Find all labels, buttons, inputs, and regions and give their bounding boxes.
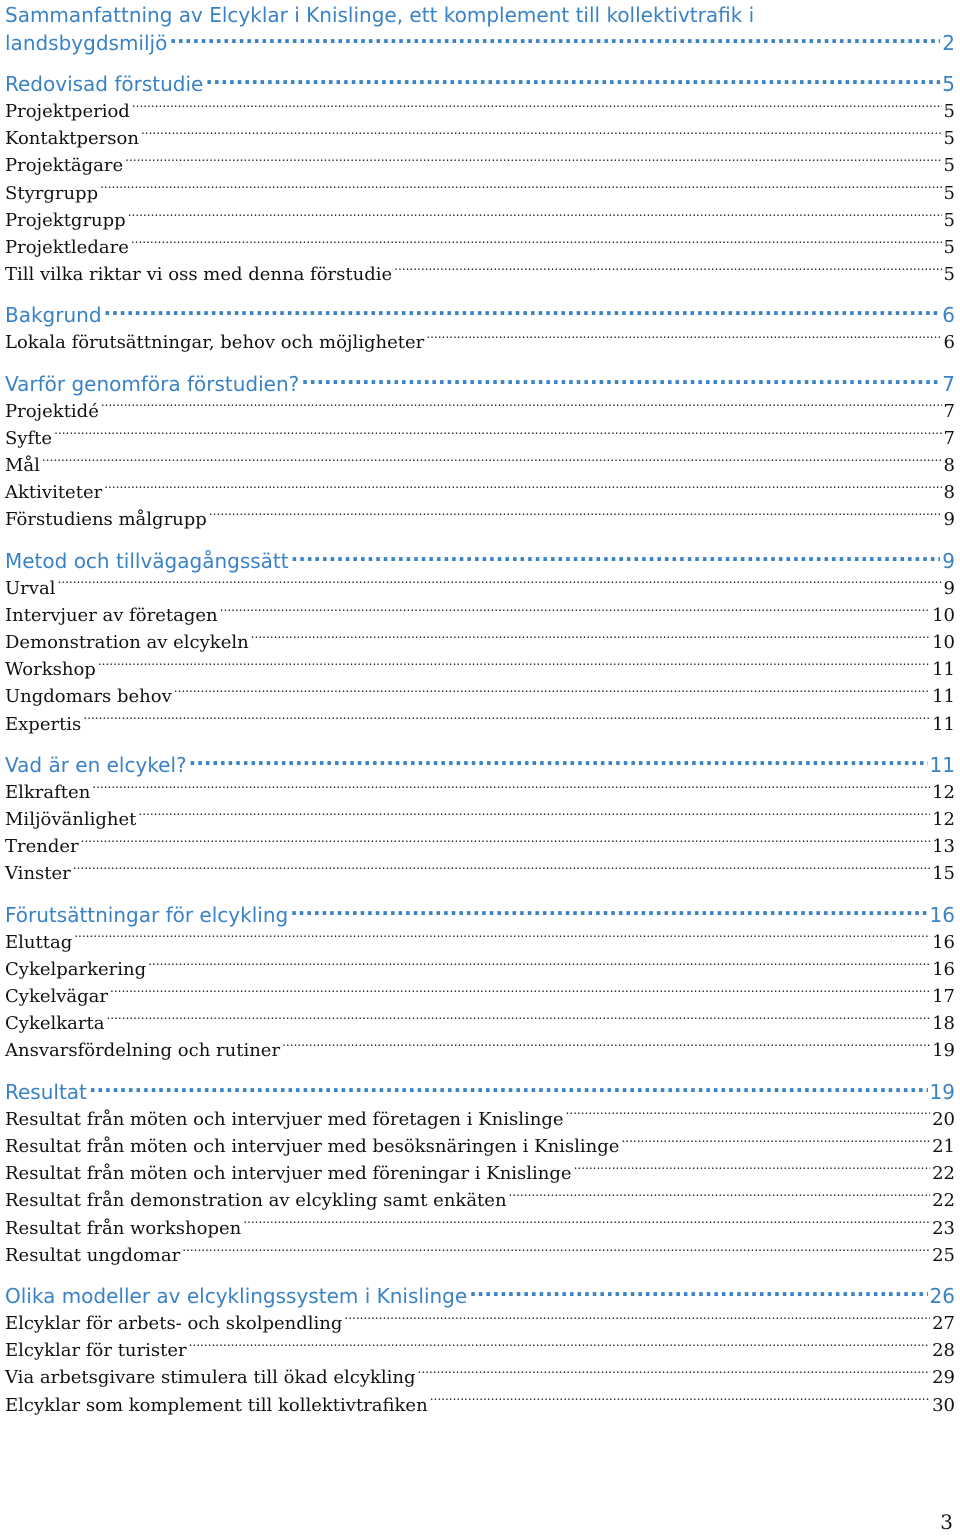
- toc-section-heading[interactable]: [5, 302, 955, 329]
- toc-entry-title: Aktiviteter: [5, 482, 103, 504]
- toc-entry-title: Resultat från workshopen: [5, 1217, 242, 1239]
- toc-dot-leader: [189, 1338, 930, 1356]
- toc-entry-title: Ungdomars behov: [5, 686, 172, 708]
- toc-page-number: 8: [943, 455, 955, 477]
- toc-page-number: 8: [943, 482, 955, 504]
- toc-dot-leader: [54, 426, 941, 444]
- toc-page-number: 9: [943, 509, 955, 531]
- toc-entry-title: Via arbetsgivare stimulera till ökad elcykling: [5, 1367, 416, 1389]
- toc-page-number: 7: [943, 427, 955, 449]
- toc-dot-leader: [174, 684, 930, 702]
- toc-dot-leader: [100, 181, 941, 199]
- toc-dot-leader: [220, 603, 930, 621]
- toc-page-number: 23: [932, 1217, 955, 1239]
- toc-page-number: 7: [942, 371, 955, 396]
- toc-page-number: 5: [943, 182, 955, 204]
- toc-page-number: 16: [932, 931, 955, 953]
- toc-dot-leader: [141, 126, 942, 144]
- toc-heading-title: Vad är en elcykel?: [5, 752, 187, 777]
- toc-entry-title: Demonstration av elcykeln: [5, 632, 249, 654]
- toc-entry[interactable]: [5, 1392, 955, 1419]
- toc-section-heading[interactable]: [5, 1283, 955, 1310]
- toc-page-number: 11: [929, 752, 955, 777]
- toc-section-heading[interactable]: [5, 752, 955, 779]
- toc-page-number: 9: [943, 577, 955, 599]
- toc-page-number: 16: [932, 958, 955, 980]
- toc-section-heading[interactable]: [5, 371, 955, 398]
- toc-entry-title: Urval: [5, 577, 56, 599]
- toc-dot-leader: [138, 807, 930, 825]
- toc-dot-leader: [394, 262, 941, 280]
- toc-entry-title: Kontaktperson: [5, 128, 139, 150]
- toc-dot-leader: [74, 930, 930, 948]
- toc-dot-leader: [430, 1393, 930, 1411]
- toc-dot-leader: [189, 752, 928, 772]
- toc-entry[interactable]: [5, 1187, 955, 1214]
- toc-page-number: 19: [932, 1040, 955, 1062]
- toc-page-number: 6: [942, 303, 955, 328]
- toc-dot-leader: [251, 630, 930, 648]
- toc-entry[interactable]: [5, 180, 955, 207]
- toc-entry[interactable]: [5, 234, 955, 261]
- toc-dot-leader: [621, 1134, 930, 1152]
- toc-section-heading[interactable]: [5, 1079, 955, 1106]
- toc-entry[interactable]: [5, 261, 955, 288]
- toc-dot-leader: [344, 1311, 930, 1329]
- toc-dot-leader: [132, 99, 942, 117]
- toc-page-number: 21: [932, 1135, 955, 1157]
- toc-page-number: 22: [932, 1163, 955, 1185]
- toc-entry-title: Intervjuer av företagen: [5, 604, 218, 626]
- toc-heading-title: Bakgrund: [5, 303, 102, 328]
- toc-entry[interactable]: [5, 1037, 955, 1064]
- toc-dot-leader: [110, 984, 930, 1002]
- toc-entry[interactable]: [5, 398, 955, 425]
- toc-entry-title: Elkraften: [5, 781, 91, 803]
- toc-entry-title: Syfte: [5, 427, 53, 449]
- toc-dot-leader: [169, 30, 940, 50]
- toc-page-number: 5: [943, 264, 955, 286]
- toc-entry-title: Till vilka riktar vi oss med denna förstudie: [5, 264, 393, 286]
- toc-page-number: 2: [942, 31, 955, 55]
- toc-entry-title: Resultat ungdomar: [5, 1244, 181, 1266]
- toc-entry-title: Expertis: [5, 713, 82, 735]
- toc-page-number: 13: [932, 836, 955, 858]
- toc-entry[interactable]: [5, 1010, 955, 1037]
- toc-page-number: 5: [943, 209, 955, 231]
- toc-page-number: 28: [932, 1340, 955, 1362]
- toc-entry-title: Mål: [5, 455, 40, 477]
- toc-page-number: 7: [943, 400, 955, 422]
- toc-heading-row: [5, 30, 955, 57]
- toc-dot-leader: [92, 780, 930, 798]
- toc-heading-title: Redovisad förstudie: [5, 72, 204, 96]
- toc-dot-leader: [131, 235, 942, 253]
- toc-entry[interactable]: [5, 1215, 955, 1242]
- toc-page-number: 5: [943, 155, 955, 177]
- page-number: 3: [940, 1510, 953, 1534]
- toc-heading-title: Metod och tillvägagångssätt: [5, 548, 289, 573]
- toc-page-number: 30: [932, 1394, 955, 1416]
- toc-page-number: 9: [942, 548, 955, 573]
- toc-entry[interactable]: [5, 683, 955, 710]
- toc-entry[interactable]: [5, 602, 955, 629]
- toc-entry[interactable]: [5, 860, 955, 887]
- toc-page-number: 26: [929, 1283, 955, 1308]
- toc-entry[interactable]: [5, 956, 955, 983]
- toc-dot-leader: [83, 712, 930, 730]
- toc-entry[interactable]: [5, 833, 955, 860]
- toc-entry-title: Eluttag: [5, 931, 73, 953]
- toc-entry[interactable]: [5, 479, 955, 506]
- toc-page-number: 5: [943, 101, 955, 122]
- toc-heading-title: Sammanfattning av Elcyklar i Knislinge, ett komplement till kollektivtrafik i: [5, 3, 755, 27]
- toc-page-number: 18: [932, 1013, 955, 1035]
- toc-dot-leader: [104, 480, 941, 498]
- toc-dot-leader: [148, 957, 930, 975]
- toc-dot-leader: [574, 1161, 931, 1179]
- toc-entry[interactable]: [5, 629, 955, 656]
- toc-entry[interactable]: [5, 929, 955, 956]
- toc-page-number: 11: [932, 686, 955, 708]
- toc-section-heading[interactable]: [5, 71, 955, 98]
- toc-page-number: 19: [929, 1079, 955, 1104]
- toc-dot-leader: [290, 902, 927, 922]
- toc-entry[interactable]: [5, 425, 955, 452]
- toc-dot-leader: [426, 330, 941, 348]
- toc-entry-title: Resultat från möten och intervjuer med företagen i Knislinge: [5, 1108, 564, 1130]
- toc-entry[interactable]: [5, 152, 955, 179]
- toc-entry[interactable]: [5, 1364, 955, 1391]
- toc-dot-leader: [81, 834, 930, 852]
- toc-entry[interactable]: [5, 806, 955, 833]
- toc-entry-title: Ansvarsfördelning och rutiner: [5, 1040, 281, 1062]
- toc-page-number: 25: [932, 1244, 955, 1266]
- toc-page-number: 15: [932, 863, 955, 885]
- toc-dot-leader: [243, 1216, 930, 1234]
- toc-entry-title: Miljövänlighet: [5, 809, 137, 831]
- toc-dot-leader: [104, 302, 941, 322]
- toc-sections: [5, 71, 955, 1419]
- toc-entry[interactable]: [5, 575, 955, 602]
- toc-page-number: 5: [943, 237, 955, 259]
- toc-page-number: 6: [943, 332, 955, 354]
- toc-heading-title: Varför genomföra förstudien?: [5, 371, 300, 396]
- toc-dot-leader: [89, 1079, 928, 1099]
- toc-entry[interactable]: [5, 98, 955, 125]
- toc-entry-title: Projektgrupp: [5, 209, 126, 231]
- toc-entry-title: Cykelkarta: [5, 1013, 105, 1035]
- toc-entry-title: Workshop: [5, 659, 96, 681]
- toc-dot-leader: [209, 507, 942, 525]
- toc-page-number: 20: [932, 1108, 955, 1130]
- toc-page-number: 17: [932, 986, 955, 1008]
- toc-page-number: 12: [932, 781, 955, 803]
- toc-entry[interactable]: [5, 779, 955, 806]
- toc-dot-leader: [282, 1038, 930, 1056]
- toc-heading-title: Olika modeller av elcyklingssystem i Knislinge: [5, 1283, 468, 1308]
- toc-entry[interactable]: [5, 1337, 955, 1364]
- toc-entry[interactable]: [5, 1242, 955, 1269]
- toc-dot-leader: [101, 399, 942, 417]
- toc-dot-leader: [73, 861, 930, 879]
- toc-entry[interactable]: [5, 329, 955, 356]
- toc-dot-leader: [566, 1107, 931, 1125]
- toc-heading-title: Förutsättningar för elcykling: [5, 902, 289, 927]
- toc-dot-leader: [42, 453, 942, 471]
- toc-dot-leader: [291, 548, 941, 568]
- toc-entry-title: Resultat från möten och intervjuer med besöksnäringen i Knislinge: [5, 1135, 620, 1157]
- toc-entry[interactable]: [5, 1160, 955, 1187]
- toc-page-number: 10: [932, 632, 955, 654]
- toc-entry-title: Vinster: [5, 863, 71, 885]
- toc-entry[interactable]: [5, 1133, 955, 1160]
- toc-entry-title: Elcyklar som komplement till kollektivtrafiken: [5, 1394, 428, 1416]
- toc-entry-title: Cykelparkering: [5, 958, 147, 980]
- toc-entry-title: Elcyklar för arbets- och skolpendling: [5, 1312, 343, 1334]
- toc-entry-title: Resultat från möten och intervjuer med föreningar i Knislinge: [5, 1163, 572, 1185]
- toc-dot-leader: [469, 1283, 927, 1303]
- toc-entry-title: Trender: [5, 836, 79, 858]
- toc-entry[interactable]: [5, 125, 955, 152]
- toc-dot-leader: [509, 1188, 931, 1206]
- toc-page-number: 5: [942, 72, 955, 96]
- toc-page-number: 29: [932, 1367, 955, 1389]
- toc-dot-leader: [98, 657, 930, 675]
- toc-entry-title: Projektperiod: [5, 101, 130, 122]
- toc-entry-title: Projektledare: [5, 237, 129, 259]
- toc-entry-sammanfattning[interactable]: [5, 0, 955, 57]
- toc-dot-leader: [106, 1011, 930, 1029]
- toc-page-number: 16: [929, 902, 955, 927]
- table-of-contents: [5, 0, 955, 1419]
- toc-section-heading[interactable]: [5, 548, 955, 575]
- toc-page-number: 27: [932, 1312, 955, 1334]
- toc-entry-title: Lokala förutsättningar, behov och möjligheter: [5, 332, 425, 354]
- toc-entry[interactable]: [5, 1106, 955, 1133]
- toc-heading-title: Resultat: [5, 1079, 87, 1104]
- toc-dot-leader: [57, 576, 941, 594]
- toc-dot-leader: [182, 1243, 930, 1261]
- toc-entry[interactable]: [5, 207, 955, 234]
- toc-heading-title-cont: landsbygdsmiljö: [5, 31, 168, 55]
- toc-section-heading[interactable]: [5, 902, 955, 929]
- toc-entry-title: Projektägare: [5, 155, 124, 177]
- toc-entry-title: Styrgrupp: [5, 182, 99, 204]
- toc-page-number: 12: [932, 809, 955, 831]
- toc-entry[interactable]: [5, 983, 955, 1010]
- toc-page-number: 11: [932, 659, 955, 681]
- toc-page-number: 22: [932, 1190, 955, 1212]
- toc-entry-title: Förstudiens målgrupp: [5, 509, 207, 531]
- toc-entry[interactable]: [5, 506, 955, 533]
- toc-dot-leader: [418, 1365, 931, 1383]
- toc-dot-leader: [125, 153, 941, 171]
- toc-dot-leader: [301, 371, 940, 391]
- toc-entry[interactable]: [5, 711, 955, 738]
- toc-entry[interactable]: [5, 1310, 955, 1337]
- toc-entry[interactable]: [5, 656, 955, 683]
- toc-entry-title: Cykelvägar: [5, 986, 109, 1008]
- toc-dot-leader: [128, 208, 942, 226]
- toc-entry-title: Projektidé: [5, 400, 99, 422]
- toc-dot-leader: [205, 71, 940, 91]
- toc-entry-title: Elcyklar för turister: [5, 1340, 187, 1362]
- toc-page-number: 10: [932, 604, 955, 626]
- toc-page-number: 11: [932, 713, 955, 735]
- toc-entry[interactable]: [5, 452, 955, 479]
- toc-entry-title: Resultat från demonstration av elcykling samt enkäten: [5, 1190, 507, 1212]
- toc-page-number: 5: [943, 128, 955, 150]
